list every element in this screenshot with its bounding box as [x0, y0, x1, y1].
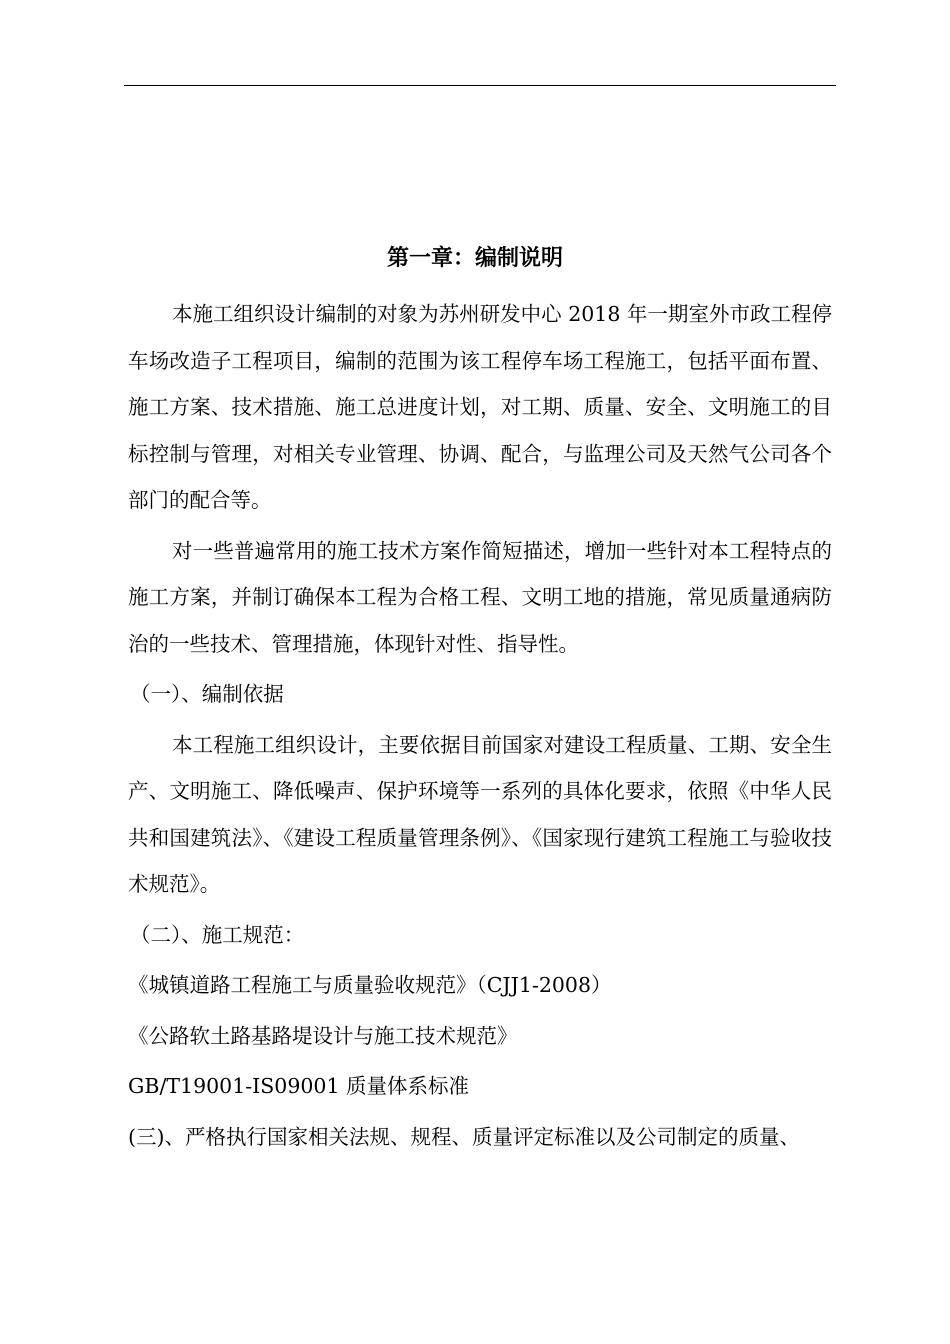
standard-item: GB/T19001-IS09001 质量体系标准 [128, 1074, 470, 1098]
basis-paragraph: 本工程施工组织设计，主要依据目前国家对建设工程质量、工期、安全生产、文明施工、降低噪声、保护环境等一系列的具体化要求，依照《中华人民共和国建筑法》、《建设工程质量管理条例》、《国家现行建筑工程施工与验收技术规范》。 [128, 732, 832, 896]
section-line-regulations: (三)、严格执行国家相关法规、规程、质量评定标准以及公司制定的质量、 [128, 1124, 800, 1149]
header-rule [124, 85, 836, 86]
standard-item: 《公路软土路基路堤设计与施工技术规范》 [128, 1023, 518, 1048]
chapter-title: 第一章：编制说明 [386, 246, 563, 271]
intro-paragraph-2: 对一些普遍常用的施工技术方案作简短描述，增加一些针对本工程特点的施工方案，并制订确保本工程为合格工程、文明工地的措施，常见质量通病防治的一些技术、管理措施，体现针对性、指导性。 [128, 538, 832, 656]
standard-item: 《城镇道路工程施工与质量验收规范》（CJJ1-2008） [128, 973, 612, 997]
section-heading-basis: （一）、编制依据 [130, 682, 284, 706]
intro-paragraph-1: 本施工组织设计编制的对象为苏州研发中心 2018 年一期室外市政工程停车场改造子工程项目，编制的范围为该工程停车场工程施工，包括平面布置、施工方案、技术措施、施工总进度计划，对工期、质量、安全、文明施工的目标控制与管理，对相关专业管理、协调、配合，与监理公司及天然气公司各个部门的配合等。 [128, 302, 832, 512]
section-heading-standards: （二）、施工规范： [130, 922, 305, 947]
document-body [128, 291, 832, 1164]
